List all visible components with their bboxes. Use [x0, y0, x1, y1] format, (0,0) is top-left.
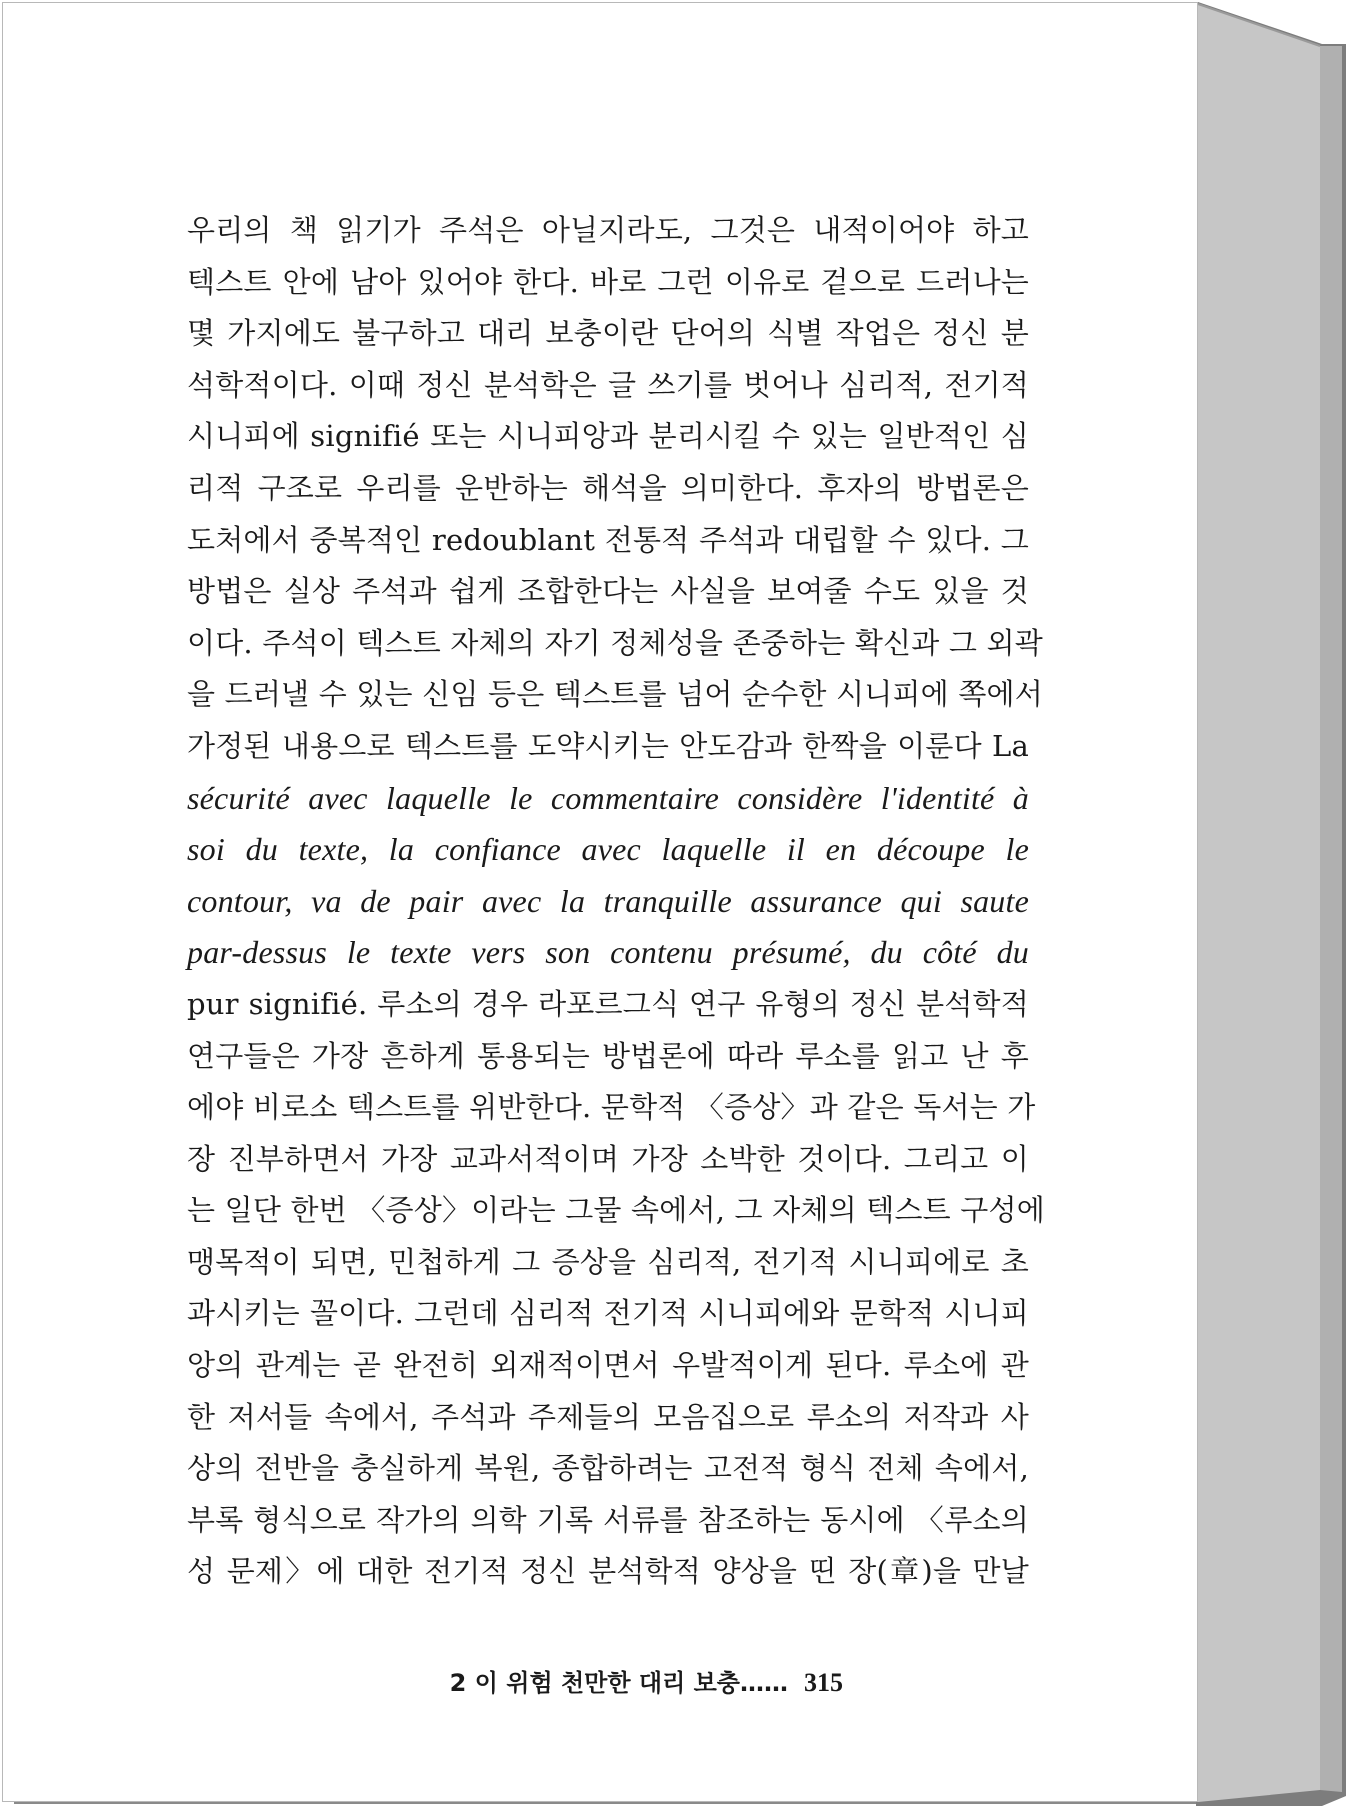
text-line-french: par-dessus le texte vers son contenu présumé, du côté du	[187, 934, 1029, 971]
text-line: 맹목적이 되면, 민첩하게 그 증상을 심리적, 전기적 시니피에로 초	[187, 1244, 1029, 1279]
text-line: 몇 가지에도 불구하고 대리 보충이란 단어의 식별 작업은 정신 분	[187, 316, 1029, 351]
text-line: 방법은 실상 주석과 쉽게 조합한다는 사실을 보여줄 수도 있을 것	[187, 574, 1029, 609]
text-line: 리적 구조로 우리를 운반하는 해석을 의미한다. 후자의 방법론은	[187, 470, 1029, 505]
running-head: 2 이 위험 천만한 대리 보충……	[449, 1669, 788, 1697]
text-line: pur signifié. 루소의 경우 라포르그식 연구 유형의 정신 분석학적	[187, 986, 1029, 1021]
text-line: 상의 전반을 충실하게 복원, 종합하려는 고전적 형식 전체 속에서,	[187, 1451, 1029, 1486]
text-line: 도처에서 중복적인 redoublant 전통적 주석과 대립할 수 있다. 그	[187, 522, 1029, 557]
text-line: 는 일단 한번 〈증상〉이라는 그물 속에서, 그 자체의 텍스트 구성에	[187, 1193, 1045, 1228]
text-line: 한 저서들 속에서, 주석과 주제들의 모음집으로 루소의 저작과 사	[187, 1399, 1029, 1434]
text-line: 에야 비로소 텍스트를 위반한다. 문학적 〈증상〉과 같은 독서는 가	[187, 1090, 1036, 1125]
text-line: 장 진부하면서 가장 교과서적이며 가장 소박한 것이다. 그리고 이	[187, 1141, 1029, 1176]
page-footer	[450, 1663, 843, 1698]
text-line: 시니피에 signifié 또는 시니피앙과 분리시킬 수 있는 일반적인 심	[187, 419, 1029, 454]
book-side-edge	[1196, 0, 1354, 1806]
text-line: 과시키는 꼴이다. 그런데 심리적 전기적 시니피에와 문학적 시니피	[187, 1296, 1029, 1331]
text-line: 성 문제〉에 대한 전기적 정신 분석학적 양상을 띤 장(章)을 만날	[187, 1554, 1029, 1589]
text-line: 이다. 주석이 텍스트 자체의 자기 정체성을 존중하는 확신과 그 외곽	[187, 625, 1043, 660]
text-line: 연구들은 가장 흔하게 통용되는 방법론에 따라 루소를 읽고 난 후	[187, 1038, 1029, 1073]
text-line-french: soi du texte, la confiance avec laquelle il en découpe le	[187, 831, 1029, 868]
text-line: 부록 형식으로 작가의 의학 기록 서류를 참조하는 동시에 〈루소의	[187, 1502, 1029, 1537]
body-text	[187, 205, 1045, 1598]
book-page	[2, 2, 1198, 1802]
text-line: 앙의 관계는 곧 완전히 외재적이면서 우발적이게 된다. 루소에 관	[187, 1348, 1029, 1383]
text-line-french: sécurité avec laquelle le commentaire considère l'identité à	[187, 779, 1029, 816]
text-line: 텍스트 안에 남아 있어야 한다. 바로 그런 이유로 겉으로 드러나는	[187, 264, 1029, 299]
text-line: 을 드러낼 수 있는 신임 등은 텍스트를 넘어 순수한 시니피에 쪽에서	[187, 677, 1043, 712]
text-line: 우리의 책 읽기가 주석은 아닐지라도, 그것은 내적이어야 하고	[187, 213, 1029, 247]
text-line: 가정된 내용으로 텍스트를 도약시키는 안도감과 한짝을 이룬다 La	[187, 728, 1029, 763]
page-number: 315	[804, 1668, 843, 1697]
text-line-french: contour, va de pair avec la tranquille assurance qui saute	[187, 882, 1029, 919]
text-line: 석학적이다. 이때 정신 분석학은 글 쓰기를 벗어나 심리적, 전기적	[187, 367, 1029, 402]
